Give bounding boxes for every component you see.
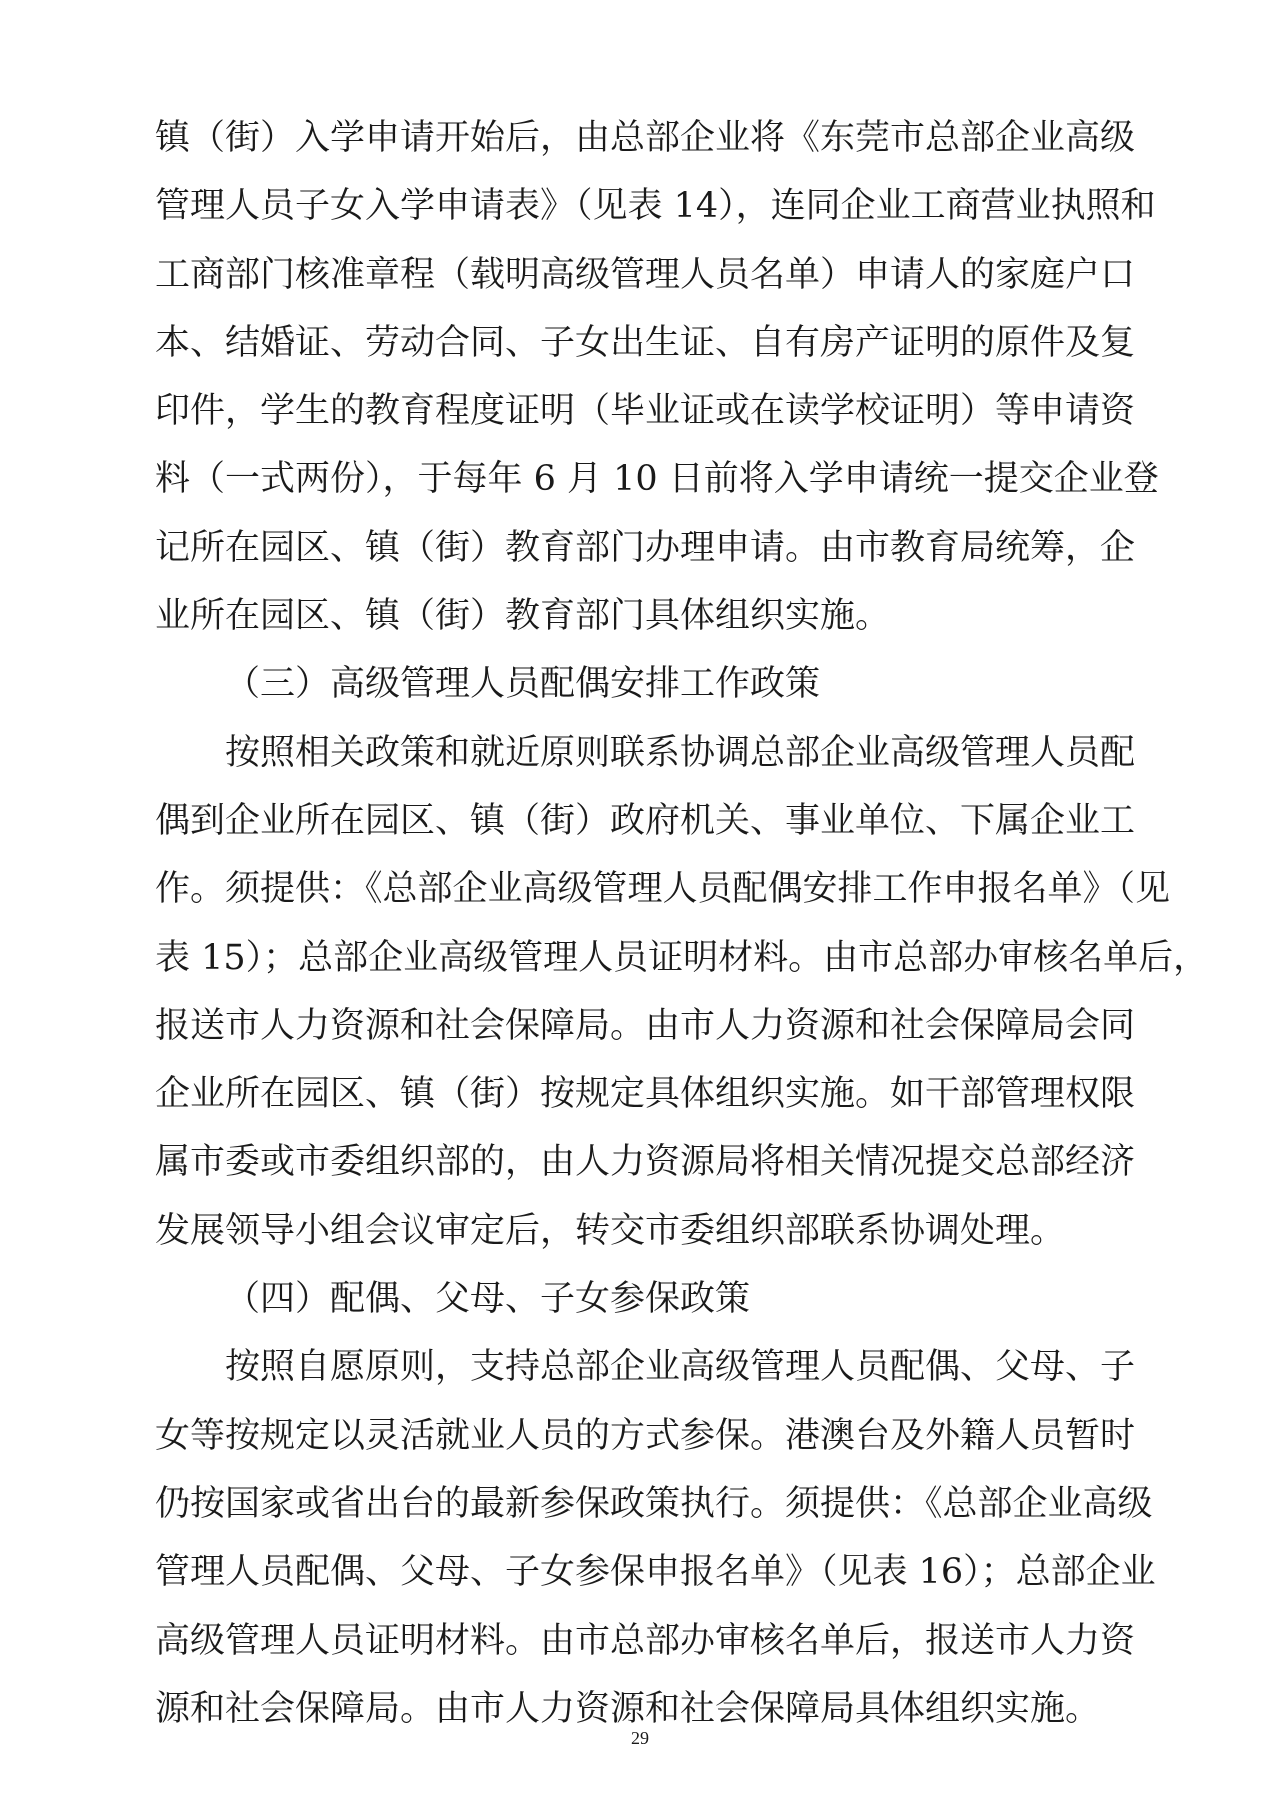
text-line: 本、结婚证、劳动合同、子女出生证、自有房产证明的原件及复 [155, 322, 1136, 363]
section-heading: （四）配偶、父母、子女参保政策 [225, 1279, 751, 1320]
text-line: 属市委或市委组织部的，由人力资源局将相关情况提交总部经济 [155, 1142, 1136, 1183]
text-line: 料（一式两份），于每年 6 月 10 日前将入学申请统一提交企业登 [155, 459, 1159, 500]
section-heading: （三）高级管理人员配偶安排工作政策 [225, 664, 821, 705]
text-line: 管理人员配偶、父母、子女参保申报名单》（见表 16）；总部企业 [155, 1552, 1156, 1593]
page-number: 29 [631, 1728, 649, 1748]
text-line: 记所在园区、镇（街）教育部门办理申请。由市教育局统筹，企 [155, 527, 1136, 568]
text-line: 按照自愿原则，支持总部企业高级管理人员配偶、父母、子 [225, 1347, 1136, 1388]
text-line: 表 15）；总部企业高级管理人员证明材料。由市总部办审核名单后， [155, 937, 1209, 978]
text-line: 工商部门核准章程（载明高级管理人员名单）申请人的家庭户口 [155, 254, 1136, 295]
text-line: 企业所在园区、镇（街）按规定具体组织实施。如干部管理权限 [155, 1074, 1136, 1115]
text-line: 源和社会保障局。由市人力资源和社会保障局具体组织实施。 [155, 1688, 1101, 1729]
text-line: 女等按规定以灵活就业人员的方式参保。港澳台及外籍人员暂时 [155, 1415, 1136, 1456]
text-line: 高级管理人员证明材料。由市总部办审核名单后，报送市人力资 [155, 1620, 1136, 1661]
text-line: 作。须提供：《总部企业高级管理人员配偶安排工作申报名单》（见 [155, 869, 1171, 910]
document-body [155, 112, 1209, 1751]
text-line: 偶到企业所在园区、镇（街）政府机关、事业单位、下属企业工 [155, 800, 1136, 841]
text-line: 发展领导小组会议审定后，转交市委组织部联系协调处理。 [155, 1210, 1066, 1251]
text-line: 业所在园区、镇（街）教育部门具体组织实施。 [155, 596, 891, 637]
text-line: 管理人员子女入学申请表》（见表 14），连同企业工商营业执照和 [155, 186, 1156, 227]
text-line: 镇（街）入学申请开始后，由总部企业将《东莞市总部企业高级 [155, 118, 1136, 158]
text-line: 报送市人力资源和社会保障局。由市人力资源和社会保障局会同 [155, 1005, 1136, 1046]
text-line: 印件，学生的教育程度证明（毕业证或在读学校证明）等申请资 [155, 391, 1136, 432]
text-line: 仍按国家或省出台的最新参保政策执行。须提供：《总部企业高级 [155, 1483, 1153, 1524]
text-line: 按照相关政策和就近原则联系协调总部企业高级管理人员配 [225, 732, 1136, 773]
